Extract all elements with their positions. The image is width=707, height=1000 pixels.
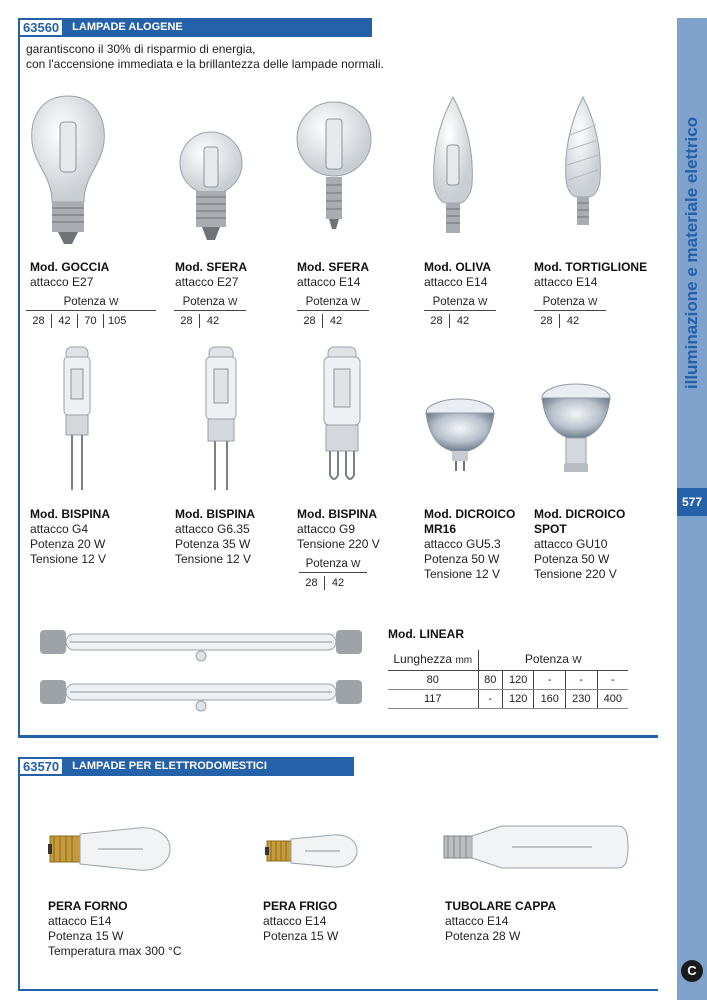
power-header: Potenza W [478,650,628,671]
linear-table [388,650,628,709]
power-value: - [566,671,598,690]
product-name: Mod. LINEAR [388,627,464,641]
product-dicroico-spot [534,507,625,582]
power-value: 80 [478,671,502,690]
power-values [174,314,246,328]
product-sfera-e27 [175,260,247,290]
oliva-bulb-image [428,95,478,245]
power-value: 28 [424,314,450,328]
power-value: - [478,690,502,709]
product-variant: MR16 [424,522,457,536]
product-spec: Potenza 28 W [445,929,521,943]
power-value: 42 [52,314,78,328]
length-header: Lunghezza mm [388,650,478,671]
power-table-bispina-g9 [299,558,367,590]
pera-forno-image [48,820,173,880]
linear-table-header [388,650,628,671]
power-value: 42 [329,315,343,327]
section-code: 63560 [18,18,64,37]
product-name: TUBOLARE CAPPA [445,899,557,913]
side-tab-label-wrap [677,18,707,488]
product-attacco: attacco E27 [175,275,239,289]
product-spec: attacco G9 [297,522,356,536]
product-goccia [30,260,109,290]
power-table-tortiglione [534,296,606,328]
product-spec: attacco G6.35 [175,522,250,536]
power-table-goccia [26,296,156,328]
power-value: 28 [299,576,325,590]
dicroico-mr16-image [424,395,496,475]
power-value: 42 [456,315,470,327]
intro-line-1: garantiscono il 30% di risparmio di energia, [26,42,256,56]
product-spec: attacco G4 [30,522,89,536]
product-attacco: attacco E14 [424,275,488,289]
product-bispina-g635 [175,507,255,567]
product-tortiglione [534,260,647,290]
bispina-g635-image [201,345,241,495]
linear-table-row [388,671,628,690]
intro-line-2: con l'accensione immediata e la brillantezza delle lampade normali. [26,57,384,71]
section-divider [18,736,658,738]
power-value: 160 [534,690,566,709]
product-name: Mod. TORTIGLIONE [534,260,648,274]
product-name: Mod. SFERA [297,260,369,274]
power-value: 42 [206,315,220,327]
power-value: 28 [297,314,323,328]
product-name: Mod. DICROICO [424,507,516,521]
product-attacco: attacco E14 [297,275,361,289]
product-pera-frigo [263,899,338,944]
section-header-63560 [18,18,372,37]
tortiglione-bulb-image [558,95,608,235]
power-value: 400 [597,690,628,709]
product-bispina-g4 [30,507,110,567]
product-spec: Potenza 20 W [30,537,106,551]
power-value: 120 [502,690,534,709]
product-dicroico-mr16 [424,507,515,582]
power-values [26,314,156,328]
product-spec: Potenza 15 W [48,929,124,943]
power-header: Potenza W [299,558,367,573]
product-spec: attacco E14 [48,914,112,928]
product-name: Mod. DICROICO [534,507,626,521]
power-values [424,314,496,328]
section-header-63570 [18,757,354,776]
power-table-sfera-e27 [174,296,246,328]
product-name: Mod. SFERA [175,260,247,274]
power-value: 28 [26,314,52,328]
page-number: 577 [677,488,707,516]
power-header: Potenza W [174,296,246,311]
power-value: 230 [566,690,598,709]
publisher-logo-icon: C [681,960,703,982]
product-spec: attacco GU5.3 [424,537,501,551]
product-name: Mod. BISPINA [30,507,110,521]
section-title: LAMPADE PER ELETTRODOMESTICI [64,757,354,776]
product-spec: attacco GU10 [534,537,608,551]
length-value: 80 [388,671,478,690]
power-value: 42 [566,315,580,327]
power-values [297,314,369,328]
product-spec: Tensione 12 V [30,552,107,566]
power-value: 120 [502,671,534,690]
product-name: Mod. BISPINA [175,507,255,521]
power-values [534,314,606,328]
goccia-bulb-image [28,92,108,252]
product-variant: SPOT [534,522,567,536]
power-table-sfera-e14 [297,296,369,328]
product-name: Mod. BISPINA [297,507,377,521]
product-spec: Potenza 15 W [263,929,339,943]
product-spec: Temperatura max 300 °C [48,944,182,958]
side-tab-lower [677,516,707,1000]
linear-table-row [388,690,628,709]
product-name: Mod. GOCCIA [30,260,110,274]
power-value: 42 [331,577,345,589]
bispina-g9-image [318,345,366,490]
product-bispina-g9 [297,507,380,552]
product-spec: Potenza 35 W [175,537,251,551]
power-value: - [534,671,566,690]
product-linear [388,627,464,642]
product-name: PERA FORNO [48,899,128,913]
product-spec: Tensione 12 V [424,567,501,581]
product-spec: attacco E14 [445,914,509,928]
power-value: 28 [174,314,200,328]
tubolare-cappa-image [442,818,630,876]
product-oliva [424,260,491,290]
product-attacco: attacco E14 [534,275,598,289]
intro-text [26,42,384,72]
product-pera-forno [48,899,182,959]
dicroico-spot-image [540,380,612,475]
power-value: 28 [534,314,560,328]
product-tubolare-cappa [445,899,556,944]
linear-lamp-image [36,618,366,718]
section-title: LAMPADE ALOGENE [64,18,372,37]
power-value: - [597,671,628,690]
product-spec: Tensione 220 V [534,567,617,581]
sfera-e27-bulb-image [178,125,244,250]
section-code: 63570 [18,757,64,776]
power-header: Potenza W [297,296,369,311]
product-spec: Potenza 50 W [534,552,610,566]
power-header: Potenza W [26,296,156,311]
bispina-g4-image [60,345,94,495]
side-tab-label: illuminazione e materiale elettrico [682,116,701,390]
product-sfera-e14 [297,260,369,290]
power-table-oliva [424,296,496,328]
power-value: 70 [78,314,104,328]
power-header: Potenza W [534,296,606,311]
product-spec: Tensione 12 V [175,552,252,566]
sfera-e14-bulb-image [294,97,374,247]
length-value: 117 [388,690,478,709]
product-spec: Tensione 220 V [297,537,380,551]
product-attacco: attacco E27 [30,275,94,289]
product-spec: Potenza 50 W [424,552,500,566]
power-header: Potenza W [424,296,496,311]
power-value: 105 [108,315,127,327]
power-values [299,576,367,590]
product-spec: attacco E14 [263,914,327,928]
product-name: Mod. OLIVA [424,260,492,274]
product-name: PERA FRIGO [263,899,338,913]
pera-frigo-image [265,828,360,874]
